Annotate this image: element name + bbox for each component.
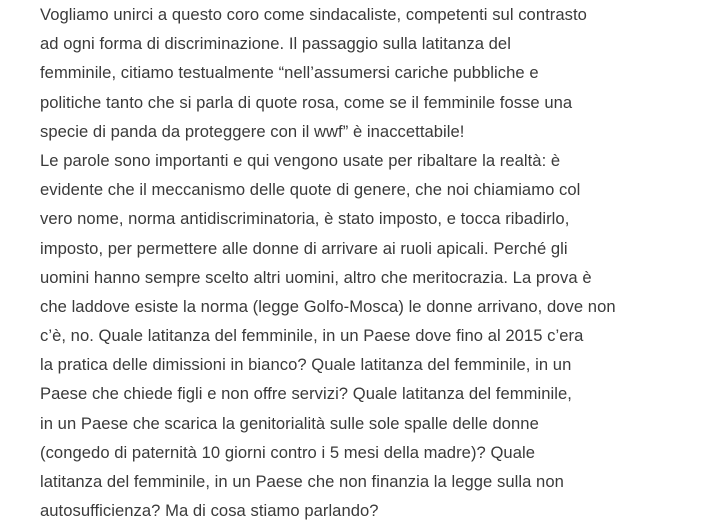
text-line: in un Paese che scarica la genitorialità sulle sole spalle delle donne xyxy=(40,413,539,433)
text-line: vero nome, norma antidiscriminatoria, è stato imposto, e tocca ribadirlo, xyxy=(40,209,570,229)
text-line: c’è, no. Quale latitanza del femminile, in un Paese dove fino al 2015 c’era xyxy=(40,326,584,346)
text-line: (congedo di paternità 10 giorni contro i 5 mesi della madre)? Quale xyxy=(40,442,535,462)
text-line: politiche tanto che si parla di quote rosa, come se il femminile fosse una xyxy=(40,92,573,112)
text-line: Le parole sono importanti e qui vengono usate per ribaltare la realtà: è xyxy=(40,150,561,170)
text-line: che laddove esiste la norma (legge Golfo-Mosca) le donne arrivano, dove non xyxy=(40,296,616,316)
paragraph-2 xyxy=(40,146,720,525)
paragraph-1 xyxy=(40,0,720,146)
text-line: imposto, per permettere alle donne di arrivare ai ruoli apicali. Perché gli xyxy=(40,238,568,258)
text-line: specie di panda da proteggere con il wwf” è inaccettabile! xyxy=(40,121,465,141)
text-line: femminile, citiamo testualmente “nell’assumersi cariche pubbliche e xyxy=(40,63,539,83)
text-line: uomini hanno sempre scelto altri uomini, altro che meritocrazia. La prova è xyxy=(40,267,592,287)
text-line: autosufficienza? Ma di cosa stiamo parlando? xyxy=(40,501,379,521)
text-line: evidente che il meccanismo delle quote di genere, che noi chiamiamo col xyxy=(40,180,581,200)
text-line: Vogliamo unirci a questo coro come sindacaliste, competenti sul contrasto xyxy=(40,5,587,24)
text-line: latitanza del femminile, in un Paese che non finanzia la legge sulla non xyxy=(40,472,564,491)
text-line: Paese che chiede figli e non offre servizi? Quale latitanza del femminile, xyxy=(40,384,572,404)
text-line: la pratica delle dimissioni in bianco? Quale latitanza del femminile, in un xyxy=(40,355,572,375)
text-line: ad ogni forma di discriminazione. Il passaggio sulla latitanza del xyxy=(40,34,511,54)
article-body xyxy=(40,0,720,525)
